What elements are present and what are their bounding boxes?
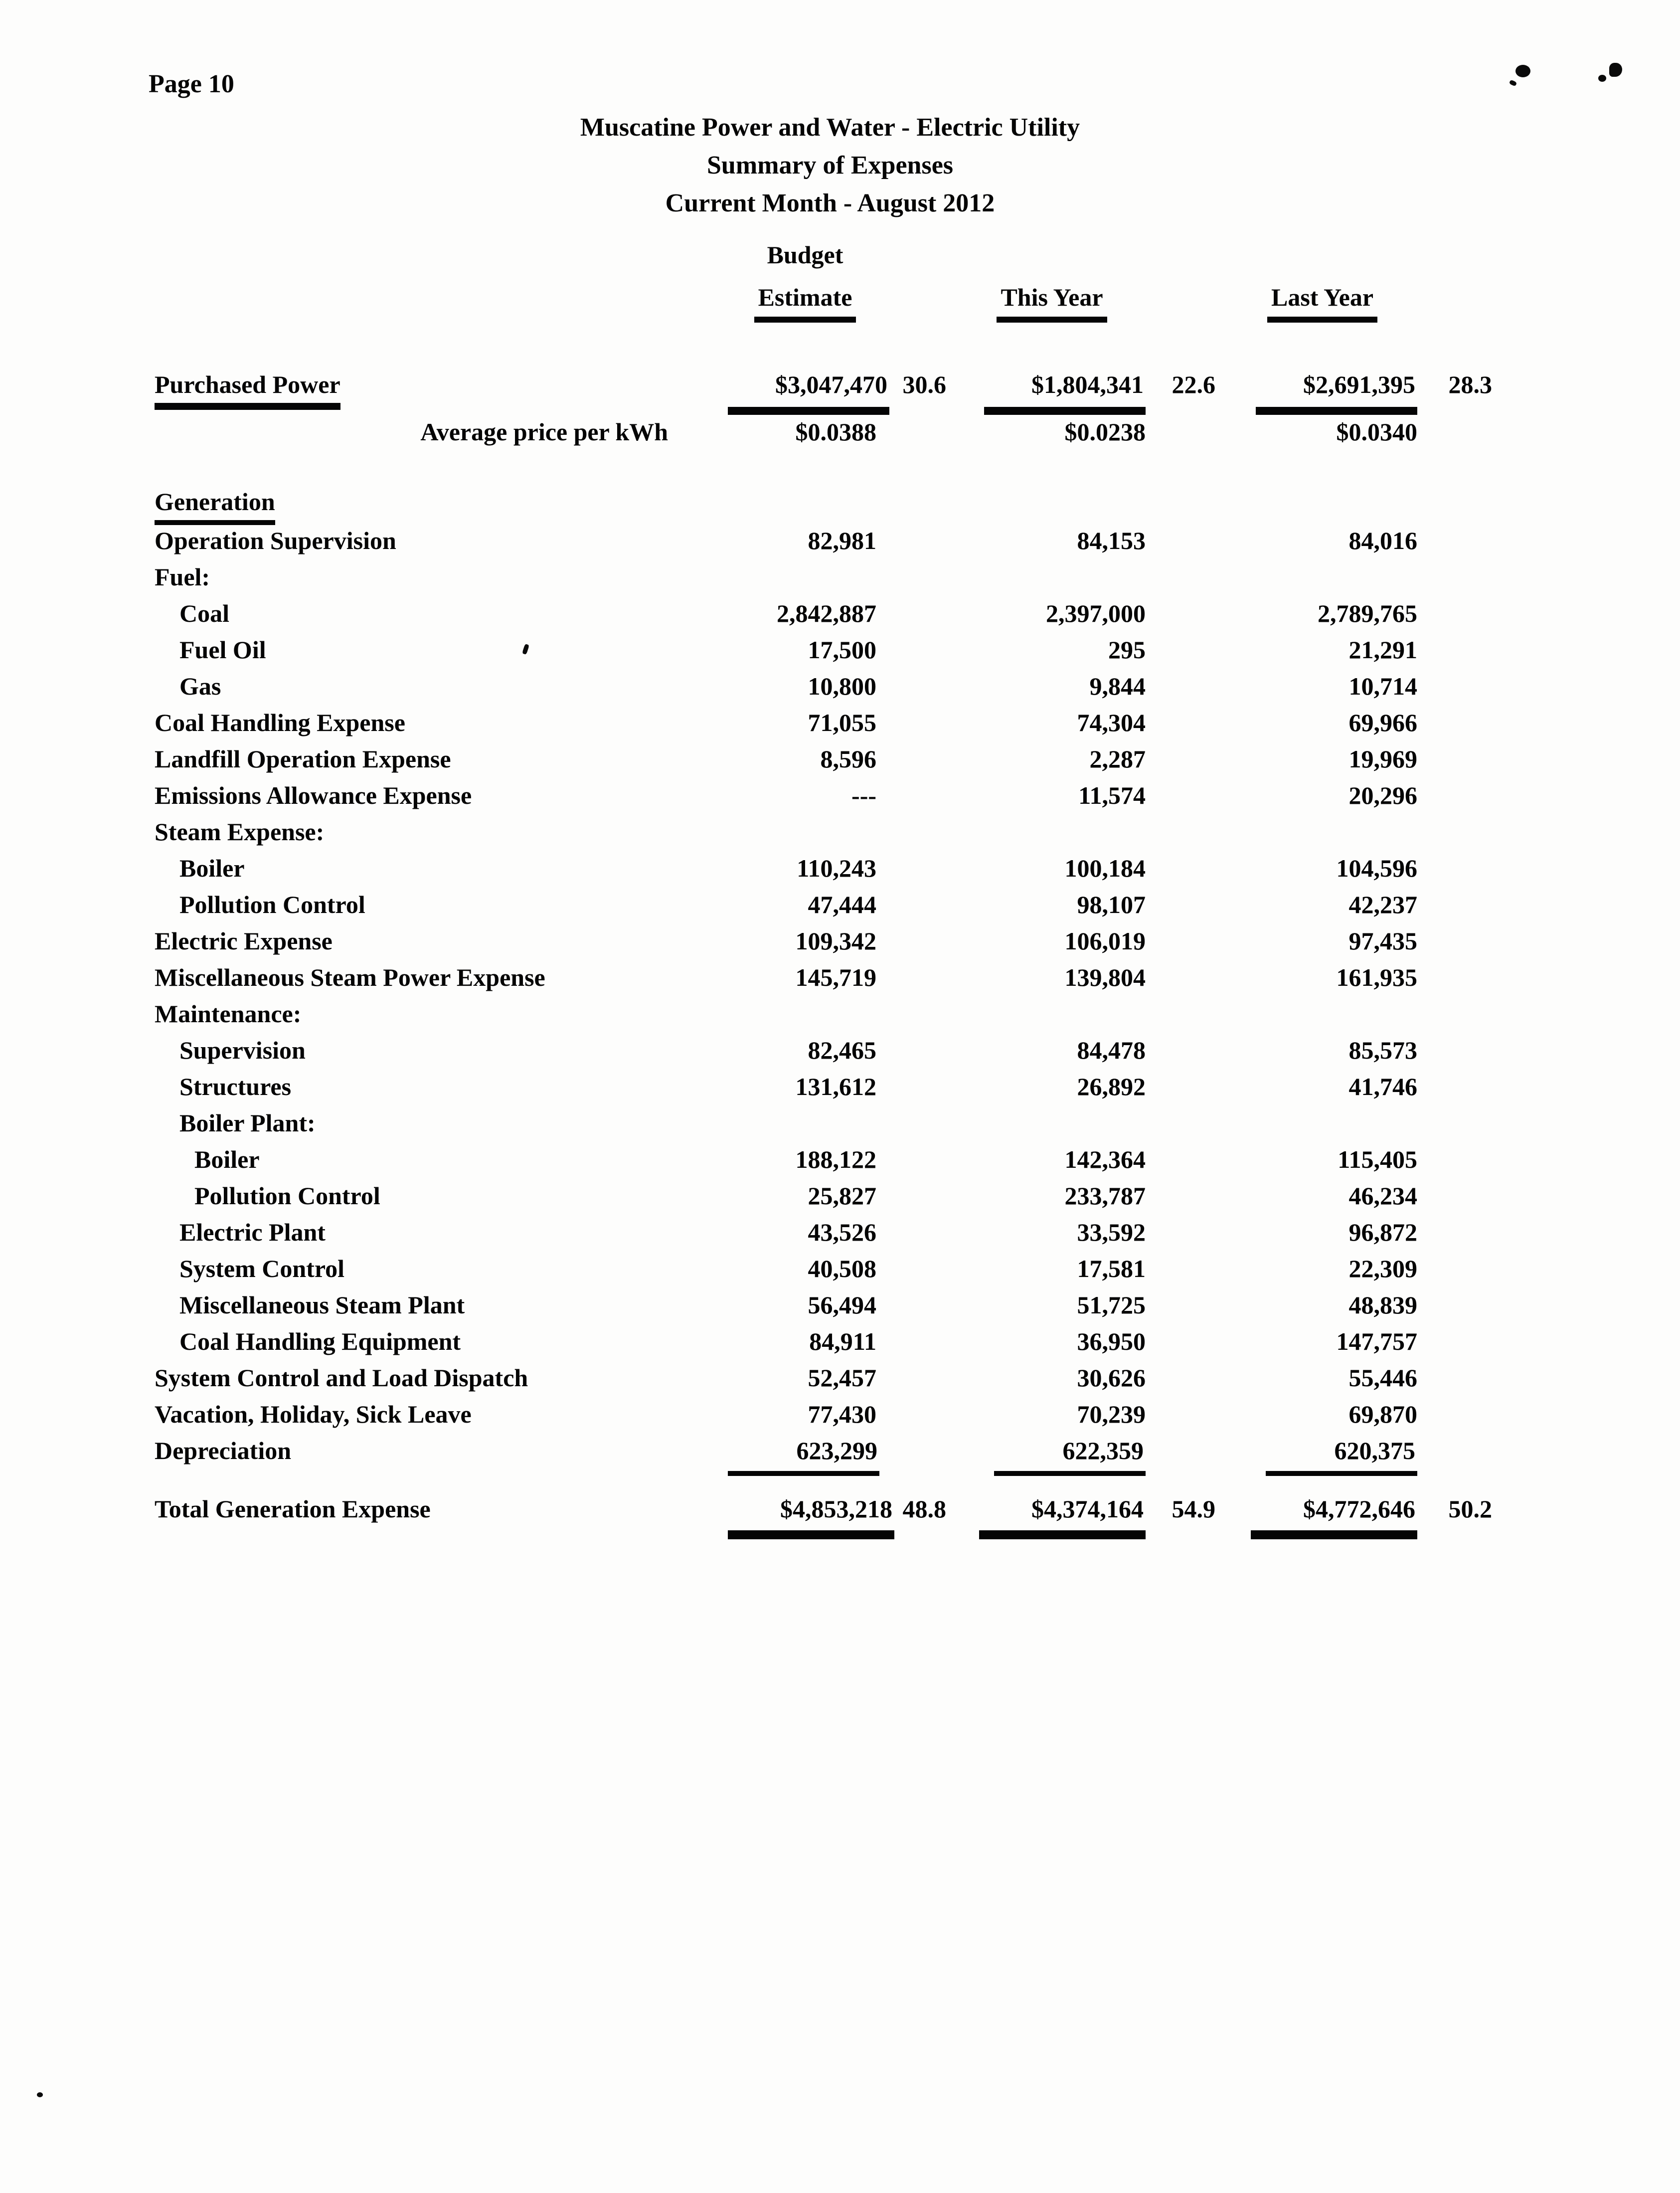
spacer-cell bbox=[1152, 925, 1221, 962]
budget-value bbox=[728, 1493, 892, 1543]
this-year-value: 70,239 bbox=[1077, 1400, 1146, 1428]
this-year-value: 233,787 bbox=[1064, 1182, 1146, 1210]
budget-value bbox=[728, 561, 882, 598]
spacer-cell bbox=[155, 459, 1498, 486]
spacer-cell bbox=[1152, 1399, 1221, 1435]
spacer-cell bbox=[882, 671, 952, 707]
row-label: Operation Supervision bbox=[155, 527, 396, 554]
this-year-value: 84,153 bbox=[1077, 527, 1146, 554]
spacer-cell bbox=[1152, 780, 1221, 816]
this-year-value: 84,478 bbox=[1077, 1036, 1146, 1064]
spacer-cell bbox=[882, 962, 952, 998]
last-year-value bbox=[1221, 1107, 1423, 1144]
last-year-value: 85,573 bbox=[1348, 1036, 1417, 1064]
last-year-value: 96,872 bbox=[1348, 1218, 1417, 1246]
spacer-cell bbox=[882, 853, 952, 889]
spacer-cell bbox=[1423, 525, 1498, 561]
spacer-cell bbox=[1152, 853, 1221, 889]
table-row bbox=[155, 1399, 1498, 1435]
spacer-cell bbox=[1152, 998, 1221, 1035]
last-year-value: 69,966 bbox=[1348, 709, 1417, 736]
last-year-value bbox=[1221, 1435, 1423, 1476]
budget-value: 47,444 bbox=[808, 891, 876, 918]
last-year-value: 19,969 bbox=[1348, 745, 1417, 773]
table-row bbox=[155, 707, 1498, 743]
this-year-value bbox=[952, 1435, 1152, 1476]
spacer-cell bbox=[155, 1476, 1498, 1493]
total-this-year: $4,374,164 bbox=[979, 1493, 1146, 1539]
row-label: Structures bbox=[179, 1073, 292, 1100]
spacer-row bbox=[155, 329, 1498, 369]
spacer-cell bbox=[1152, 598, 1221, 634]
row-label: Average price per kWh bbox=[420, 418, 668, 446]
spacer-cell bbox=[1423, 780, 1498, 816]
purchased-power-row bbox=[155, 369, 1498, 416]
spacer-cell bbox=[1423, 962, 1498, 998]
spacer-cell bbox=[1423, 743, 1498, 780]
spacer-cell bbox=[1152, 1435, 1221, 1476]
last-year-value bbox=[1221, 561, 1423, 598]
spacer-cell bbox=[1152, 282, 1221, 329]
budget-value: 188,122 bbox=[795, 1145, 876, 1173]
this-year-value: 11,574 bbox=[1078, 781, 1146, 809]
table-row bbox=[155, 1253, 1498, 1289]
spacer-cell bbox=[1221, 239, 1423, 282]
this-year-value: 33,592 bbox=[1077, 1218, 1146, 1246]
row-label: Coal Handling Expense bbox=[155, 709, 405, 736]
last-year-value bbox=[1221, 816, 1423, 853]
budget-value: $0.0388 bbox=[795, 418, 876, 446]
spacer-row bbox=[155, 1476, 1498, 1493]
last-year-value: 48,839 bbox=[1348, 1291, 1417, 1319]
depreciation-last-year: 620,375 bbox=[1266, 1435, 1417, 1476]
spacer-cell bbox=[882, 743, 952, 780]
table-row bbox=[155, 925, 1498, 962]
total-row bbox=[155, 1493, 1498, 1543]
section-heading-cell bbox=[155, 486, 1498, 525]
budget-value: 110,243 bbox=[797, 854, 876, 882]
column-header-row-1 bbox=[155, 239, 1498, 282]
spacer-cell bbox=[1423, 707, 1498, 743]
spacer-cell bbox=[1423, 853, 1498, 889]
budget-value: 56,494 bbox=[808, 1291, 876, 1319]
spacer-cell bbox=[882, 561, 952, 598]
row-label: Coal Handling Equipment bbox=[179, 1327, 461, 1355]
table-row bbox=[155, 998, 1498, 1035]
last-year-value: 55,446 bbox=[1348, 1364, 1417, 1392]
budget-value: 52,457 bbox=[808, 1364, 876, 1392]
row-label: System Control bbox=[179, 1255, 345, 1282]
table-row bbox=[155, 598, 1498, 634]
last-year-value bbox=[1221, 1493, 1423, 1543]
last-year-value: 22,309 bbox=[1348, 1255, 1417, 1282]
table-row bbox=[155, 962, 1498, 998]
this-year-value bbox=[952, 998, 1152, 1035]
table-row bbox=[155, 1144, 1498, 1180]
title-line-2: Summary of Expenses bbox=[706, 151, 954, 180]
last-year-value: 41,746 bbox=[1348, 1073, 1417, 1100]
total-last-year: $4,772,646 bbox=[1251, 1493, 1417, 1539]
table-row bbox=[155, 1217, 1498, 1253]
spacer-cell bbox=[882, 1107, 952, 1144]
scan-artifact bbox=[37, 2092, 43, 2097]
spacer-cell bbox=[882, 816, 952, 853]
spacer-cell bbox=[1152, 525, 1221, 561]
generation-heading-row bbox=[155, 486, 1498, 525]
table-row bbox=[155, 1326, 1498, 1362]
table-row bbox=[155, 889, 1498, 925]
budget-value: 8,596 bbox=[820, 745, 876, 773]
budget-value: 82,981 bbox=[808, 527, 876, 554]
this-year-value: 17,581 bbox=[1077, 1255, 1146, 1282]
spacer-cell bbox=[882, 780, 952, 816]
budget-pct: 48.8 bbox=[902, 1495, 946, 1523]
this-year-value bbox=[952, 561, 1152, 598]
this-year-value: 74,304 bbox=[1077, 709, 1146, 736]
spacer-cell bbox=[882, 1071, 952, 1107]
scan-artifact bbox=[1609, 63, 1622, 77]
row-label: Total Generation Expense bbox=[155, 1495, 431, 1523]
last-year-value bbox=[1221, 369, 1423, 416]
last-year-value: 84,016 bbox=[1348, 527, 1417, 554]
spacer-cell bbox=[1423, 1217, 1498, 1253]
last-year-header: Last Year bbox=[1267, 282, 1377, 323]
row-label: System Control and Load Dispatch bbox=[155, 1364, 528, 1392]
row-label: Boiler bbox=[194, 1145, 260, 1173]
purchased-power-last-year: $2,691,395 bbox=[1256, 369, 1417, 415]
purchased-power-this-year: $1,804,341 bbox=[984, 369, 1146, 415]
row-label: Electric Expense bbox=[155, 927, 333, 955]
spacer-cell bbox=[1423, 416, 1498, 459]
spacer-cell bbox=[1152, 416, 1221, 459]
this-year-value: 100,184 bbox=[1064, 854, 1146, 882]
row-label: Pollution Control bbox=[179, 891, 365, 918]
table-row bbox=[155, 1035, 1498, 1071]
budget-estimate-header: Estimate bbox=[754, 282, 856, 323]
spacer-cell bbox=[1152, 1180, 1221, 1217]
spacer-cell bbox=[882, 1435, 952, 1476]
last-year-value: $0.0340 bbox=[1336, 418, 1417, 446]
spacer-cell bbox=[1423, 1326, 1498, 1362]
spacer-cell bbox=[1152, 743, 1221, 780]
table-row bbox=[155, 780, 1498, 816]
spacer-cell bbox=[1423, 1253, 1498, 1289]
spacer-cell bbox=[882, 239, 952, 282]
this-year-value: 139,804 bbox=[1064, 963, 1146, 991]
spacer-cell bbox=[1423, 239, 1498, 282]
spacer-row bbox=[155, 459, 1498, 486]
budget-pct: 30.6 bbox=[902, 370, 946, 398]
scan-artifact bbox=[1598, 75, 1606, 82]
this-year-value bbox=[952, 1493, 1152, 1543]
budget-value bbox=[728, 1435, 882, 1476]
budget-value: 131,612 bbox=[795, 1073, 876, 1100]
this-year-value: 51,725 bbox=[1077, 1291, 1146, 1319]
row-label: Depreciation bbox=[155, 1437, 292, 1464]
this-year-header-cell bbox=[952, 282, 1152, 329]
scan-artifact bbox=[1515, 65, 1530, 77]
budget-value: 10,800 bbox=[808, 672, 876, 700]
spacer-cell bbox=[882, 707, 952, 743]
purchased-power-budget: $3,047,470 bbox=[728, 369, 889, 415]
title-line-3: Current Month - August 2012 bbox=[665, 189, 995, 217]
spacer-cell bbox=[882, 998, 952, 1035]
last-year-pct: 28.3 bbox=[1448, 370, 1492, 398]
spacer-cell bbox=[882, 416, 952, 459]
spacer-cell bbox=[882, 1399, 952, 1435]
row-label: Gas bbox=[179, 672, 221, 700]
row-label: Fuel: bbox=[155, 563, 210, 591]
spacer-cell bbox=[1152, 634, 1221, 671]
row-label: Boiler bbox=[179, 854, 245, 882]
spacer-cell bbox=[1152, 1362, 1221, 1399]
spacer-cell bbox=[155, 329, 1498, 369]
spacer-cell bbox=[1423, 1362, 1498, 1399]
row-label: Supervision bbox=[179, 1036, 306, 1064]
depreciation-this-year: 622,359 bbox=[994, 1435, 1146, 1476]
column-header-row-2 bbox=[155, 282, 1498, 329]
last-year-value: 42,237 bbox=[1348, 891, 1417, 918]
generation-heading: Generation bbox=[155, 486, 275, 525]
last-year-value: 97,435 bbox=[1348, 927, 1417, 955]
budget-value: 2,842,887 bbox=[777, 599, 876, 627]
last-year-value bbox=[1221, 998, 1423, 1035]
spacer-cell bbox=[1423, 1180, 1498, 1217]
title-line-1: Muscatine Power and Water - Electric Utility bbox=[580, 113, 1080, 142]
table-row bbox=[155, 743, 1498, 780]
spacer-cell bbox=[1423, 598, 1498, 634]
spacer-cell bbox=[1423, 282, 1498, 329]
spacer-cell bbox=[1423, 634, 1498, 671]
budget-header-line2 bbox=[728, 282, 882, 329]
table-row bbox=[155, 634, 1498, 671]
spacer-cell bbox=[1152, 671, 1221, 707]
last-year-pct: 50.2 bbox=[1448, 1495, 1492, 1523]
this-year-value: $0.0238 bbox=[1064, 418, 1146, 446]
spacer-cell bbox=[1423, 1399, 1498, 1435]
table-row bbox=[155, 1289, 1498, 1326]
spacer-cell bbox=[882, 634, 952, 671]
budget-header-line1: Budget bbox=[767, 241, 843, 269]
table-row bbox=[155, 1071, 1498, 1107]
row-label: Coal bbox=[179, 599, 229, 627]
spacer-cell bbox=[1423, 1435, 1498, 1476]
scan-artifact bbox=[1509, 79, 1517, 86]
budget-value: 77,430 bbox=[808, 1400, 876, 1428]
this-year-value: 2,397,000 bbox=[1046, 599, 1146, 627]
last-year-value: 2,789,765 bbox=[1318, 599, 1417, 627]
spacer-cell bbox=[1423, 816, 1498, 853]
last-year-header-cell bbox=[1221, 282, 1423, 329]
spacer-cell bbox=[882, 1035, 952, 1071]
this-year-value bbox=[952, 1107, 1152, 1144]
spacer-cell bbox=[882, 1253, 952, 1289]
spacer-cell bbox=[882, 525, 952, 561]
row-label: Vacation, Holiday, Sick Leave bbox=[155, 1400, 472, 1428]
spacer-cell bbox=[1152, 1071, 1221, 1107]
spacer-cell bbox=[882, 598, 952, 634]
spacer-cell bbox=[1152, 1035, 1221, 1071]
this-year-value bbox=[952, 369, 1152, 416]
budget-value bbox=[728, 1107, 882, 1144]
spacer-cell bbox=[882, 925, 952, 962]
budget-value: 109,342 bbox=[795, 927, 876, 955]
this-year-value: 98,107 bbox=[1077, 891, 1146, 918]
spacer-cell bbox=[1423, 925, 1498, 962]
purchased-power-label: Purchased Power bbox=[155, 369, 340, 410]
row-label: Landfill Operation Expense bbox=[155, 745, 451, 773]
spacer-cell bbox=[1423, 561, 1498, 598]
spacer-cell bbox=[882, 889, 952, 925]
depreciation-budget: 623,299 bbox=[728, 1435, 879, 1476]
this-year-value: 295 bbox=[1108, 636, 1146, 664]
row-label: Emissions Allowance Expense bbox=[155, 781, 472, 809]
this-year-value: 26,892 bbox=[1077, 1073, 1146, 1100]
this-year-value: 30,626 bbox=[1077, 1364, 1146, 1392]
budget-value bbox=[728, 816, 882, 853]
last-year-value: 104,596 bbox=[1336, 854, 1417, 882]
last-year-value: 10,714 bbox=[1348, 672, 1417, 700]
this-year-header: This Year bbox=[997, 282, 1107, 323]
last-year-value: 115,405 bbox=[1338, 1145, 1417, 1173]
this-year-value: 106,019 bbox=[1064, 927, 1146, 955]
depreciation-row bbox=[155, 1435, 1498, 1476]
spacer-cell bbox=[882, 1144, 952, 1180]
total-budget: $4,853,218 bbox=[728, 1493, 894, 1539]
budget-value: 71,055 bbox=[808, 709, 876, 736]
spacer-cell bbox=[155, 282, 728, 329]
row-label: Electric Plant bbox=[179, 1218, 326, 1246]
this-year-value: 36,950 bbox=[1077, 1327, 1146, 1355]
spacer-cell bbox=[1152, 561, 1221, 598]
budget-value: 145,719 bbox=[795, 963, 876, 991]
spacer-cell bbox=[1152, 889, 1221, 925]
row-label: Steam Expense: bbox=[155, 818, 325, 846]
spacer-cell bbox=[952, 239, 1152, 282]
table-row bbox=[155, 525, 1498, 561]
spacer-cell bbox=[1423, 671, 1498, 707]
budget-value: 43,526 bbox=[808, 1218, 876, 1246]
table-row bbox=[155, 1362, 1498, 1399]
spacer-cell bbox=[1152, 1217, 1221, 1253]
page-number: Page 10 bbox=[149, 70, 234, 98]
spacer-cell bbox=[1423, 1071, 1498, 1107]
table-row bbox=[155, 816, 1498, 853]
row-label bbox=[155, 369, 728, 416]
row-label: Pollution Control bbox=[194, 1182, 380, 1210]
spacer-cell bbox=[1423, 889, 1498, 925]
row-label: Fuel Oil bbox=[179, 636, 266, 664]
table-row bbox=[155, 1107, 1498, 1144]
this-year-value: 9,844 bbox=[1089, 672, 1146, 700]
table-row bbox=[155, 853, 1498, 889]
average-price-row bbox=[155, 416, 1498, 459]
budget-value: 40,508 bbox=[808, 1255, 876, 1282]
last-year-value: 161,935 bbox=[1336, 963, 1417, 991]
spacer-cell bbox=[1152, 1253, 1221, 1289]
table-row bbox=[155, 1180, 1498, 1217]
spacer-cell bbox=[882, 1326, 952, 1362]
spacer-cell bbox=[882, 1362, 952, 1399]
row-label: Miscellaneous Steam Power Expense bbox=[155, 963, 545, 991]
row-label: Boiler Plant: bbox=[179, 1109, 316, 1137]
row-label: Miscellaneous Steam Plant bbox=[179, 1291, 465, 1319]
last-year-value: 69,870 bbox=[1348, 1400, 1417, 1428]
budget-value bbox=[728, 369, 887, 416]
last-year-value: 147,757 bbox=[1336, 1327, 1417, 1355]
budget-value: 84,911 bbox=[809, 1327, 876, 1355]
this-year-value: 142,364 bbox=[1064, 1145, 1146, 1173]
spacer-cell bbox=[882, 282, 952, 329]
spacer-cell bbox=[1152, 707, 1221, 743]
spacer-cell bbox=[1152, 1326, 1221, 1362]
budget-value: 82,465 bbox=[808, 1036, 876, 1064]
spacer-cell bbox=[1423, 998, 1498, 1035]
table-row bbox=[155, 671, 1498, 707]
table-row bbox=[155, 561, 1498, 598]
spacer-cell bbox=[1152, 962, 1221, 998]
spacer-cell bbox=[1152, 816, 1221, 853]
spacer-cell bbox=[1152, 1289, 1221, 1326]
spacer-cell bbox=[882, 1180, 952, 1217]
last-year-value: 21,291 bbox=[1348, 636, 1417, 664]
spacer-cell bbox=[1152, 1107, 1221, 1144]
budget-value bbox=[728, 998, 882, 1035]
spacer-cell bbox=[882, 1217, 952, 1253]
this-year-pct: 22.6 bbox=[1172, 370, 1215, 398]
expense-table bbox=[155, 239, 1498, 1543]
spacer-cell bbox=[155, 239, 728, 282]
spacer-cell bbox=[1423, 1289, 1498, 1326]
document-title bbox=[0, 109, 1660, 222]
spacer-cell bbox=[1152, 1144, 1221, 1180]
spacer-cell bbox=[882, 1289, 952, 1326]
spacer-cell bbox=[1423, 1035, 1498, 1071]
spacer-cell bbox=[1423, 1107, 1498, 1144]
spacer-cell bbox=[1423, 1144, 1498, 1180]
this-year-value: 2,287 bbox=[1089, 745, 1146, 773]
last-year-value: 20,296 bbox=[1348, 781, 1417, 809]
last-year-value: 46,234 bbox=[1348, 1182, 1417, 1210]
this-year-pct: 54.9 bbox=[1172, 1495, 1215, 1523]
budget-value: 25,827 bbox=[808, 1182, 876, 1210]
spacer-cell bbox=[1152, 239, 1221, 282]
budget-value: --- bbox=[851, 781, 876, 809]
row-label: Maintenance: bbox=[155, 1000, 302, 1028]
this-year-value bbox=[952, 816, 1152, 853]
budget-value: 17,500 bbox=[808, 636, 876, 664]
